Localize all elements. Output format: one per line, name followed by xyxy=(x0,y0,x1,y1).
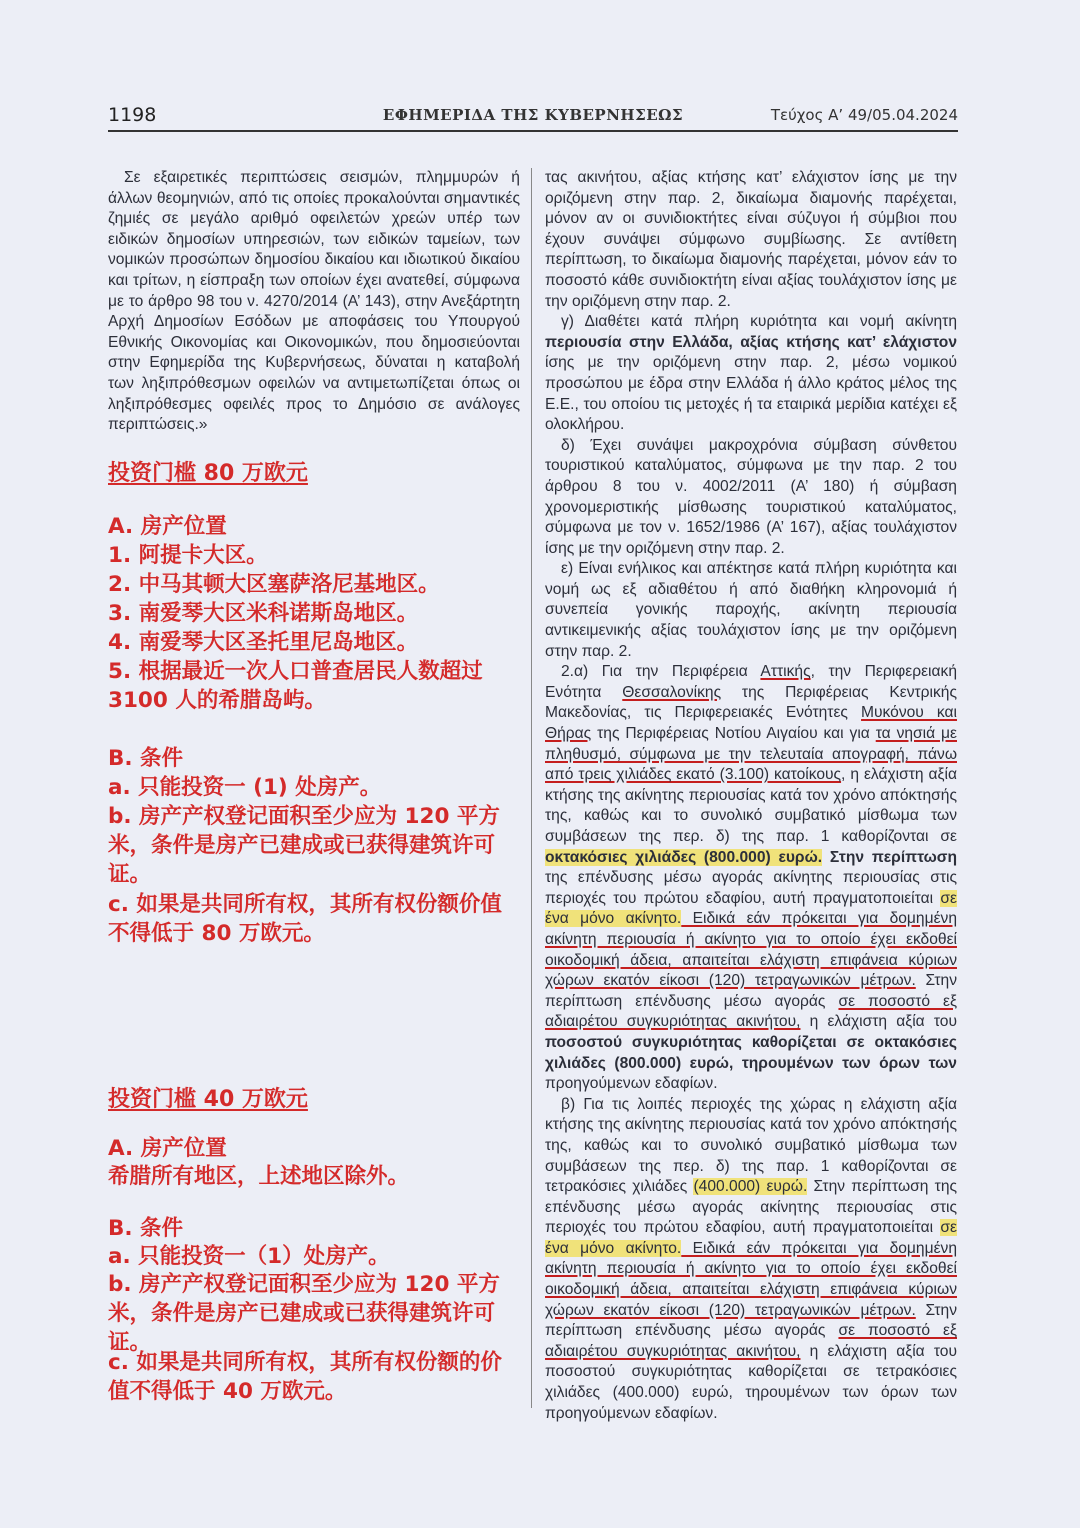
cn-400k-title: 投资门槛 40 万欧元 xyxy=(108,1087,308,1112)
cn-800k-location-item: 1. 阿提卡大区。 xyxy=(108,543,268,568)
cn-800k-location-item: 4. 南爱琴大区圣托里尼岛地区。 xyxy=(108,630,419,655)
underlined-min-area-2: Ειδικά εάν πρόκειται για δομημένη ακίνητη περιουσία ή ακίνητο για το οποίο έχει εκδοθεί οικοδομική άδεια, απαιτείται ελάχιστη επιφάνεια κύριων χώρων εκατόν είκοσι (120) τετραγωνικών μέτρων. xyxy=(545,1239,957,1319)
cn-800k-location-item: 5. 根据最近一次人口普查居民人数超过 3100 人的希腊岛屿。 xyxy=(108,659,483,713)
paragraph-2b: β) Για τις λοιπές περιοχές της χώρας η ελάχιστη αξία κτήσης της ακίνητης περιουσίας κατά τον χρόνο απόκτησής της, καθώς και το συνολικό συμβατικό μίσθωμα των συμβάσεων της περ. δ) της παρ. 1 καθορίζονται σε τετρακόσιες χιλιάδες (400.000) ευρώ. Στην περίπτωση της επένδυσης μέσω αγοράς ακίνητης περιουσίας στις περιοχές του πρώτου εδαφίου, αυτή πραγματοποιείται σε ένα μόνο ακίνητο. Ειδικά εάν πρόκειται για δομημένη ακίνητη περιουσία ή ακίνητο για το οποίο έχει εκδοθεί οικοδομική άδεια, απαιτείται ελάχιστη επιφάνεια κύριων χώρων εκατόν είκοσι (120) τετραγωνικών μέτρων. Στην περίπτωση επένδυσης μέσω αγοράς σε ποσοστό εξ αδιαιρέτου συγκυριότητας ακινήτου, η ελάχιστη αξία του ποσοστού συγκυριότητας καθορίζεται σε τετρακόσιες χιλιάδες (400.000) ευρώ, τηρουμένων των όρων των προηγούμενων εδαφίων. xyxy=(545,1095,958,1422)
cn-800k-location-item: 2. 中马其顿大区塞萨洛尼基地区。 xyxy=(108,572,440,597)
page-number: 1198 xyxy=(108,104,157,126)
paragraph-delta: δ) Έχει συνάψει μακροχρόνια σύμβαση σύνθετου τουριστικού καταλύματος, σύμφωνα με την παρ. 2 του άρθρου 8 του ν. 4002/2011 (Α’ 180) ή σύμβαση χρονομεριστικής μίσθωσης τουριστικού καταλύματος, σύμφωνα με τον ν. 1652/1986 (Α’ 167), αξίας τουλάχιστον ίσης με την οριζόμενη στην παρ. 2. xyxy=(545,436,957,557)
header-rule xyxy=(108,130,958,132)
page-header xyxy=(108,104,958,128)
paragraph-epsilon: ε) Είναι ενήλικος και απέκτησε κατά πλήρη κυριότητα και νομή ως εξ αδιαθέτου ή από διαθήκη κληρονομιά ή συνεπεία γονικής παροχής, ακίνητη περιουσία αντικειμενικής αξίας τουλάχιστον ίσης με την οριζόμενη στην παρ. 2. xyxy=(545,560,957,660)
underlined-attica: Αττικής xyxy=(760,663,811,681)
cn-800k-conditions-heading: B. 条件 xyxy=(108,746,184,771)
paragraph-2a: 2.α) Για την Περιφέρεια Αττικής, την Περιφερειακή Ενότητα Θεσσαλονίκης της Περιφέρειας Κεντρικής Μακεδονίας, τις Περιφερειακές Ενότητες Μυκόνου και Θήρας της Περιφέρειας Νοτίου Αιγαίου και για τα νησιά με πληθυσμό, σύμφωνα με την τελευταία απογραφή, πάνω από τρεις χιλιάδες εκατό (3.100) κατοίκους, η ελάχιστη αξία κτήσης της ακίνητης περιουσίας κατά τον χρόνο απόκτησής της, καθώς και το συνολικό συμβατικό μίσθωμα των συμβάσεων της περ. δ) της παρ. 1 καθορίζονται σε οκτακόσιες χιλιάδες (800.000) ευρώ. Στην περίπτωση της επένδυσης μέσω αγοράς ακίνητης περιουσίας στις περιοχές του πρώτου εδαφίου, αυτή πραγματοποιείται σε ένα μόνο ακίνητο. Ειδικά εάν πρόκειται για δομημένη ακίνητη περιουσία ή ακίνητο για το οποίο έχει εκδοθεί οικοδομική άδεια, απαιτείται ελάχιστη επιφάνεια κύριων χώρων εκατόν είκοσι (120) τετραγωνικών μέτρων. Στην περίπτωση επένδυσης μέσω αγοράς σε ποσοστό εξ αδιαιρέτου συγκυριότητας ακινήτου, η ελάχιστη αξία του ποσοστού συγκυριότητας καθορίζεται σε οκτακόσιες χιλιάδες (800.000) ευρώ, τηρουμένων των όρων των προηγούμενων εδαφίων. xyxy=(545,663,958,1093)
right-column xyxy=(545,168,957,1424)
underlined-co-ownership-2: σε ποσοστό εξ αδιαιρέτου συγκυριότητας ακινήτου, xyxy=(545,1322,957,1360)
cn-400k-location-text: 希腊所有地区，上述地区除外。 xyxy=(108,1164,410,1189)
cn-400k-condition: a. 只能投资一（1）处房产。 xyxy=(108,1244,390,1269)
cn-400k-condition: b. 房产产权登记面积至少应为 120 平方米，条件是房产已建成或已获得建筑许可证。 xyxy=(108,1272,500,1355)
cn-400k-conditions-heading: B. 条件 xyxy=(108,1216,184,1241)
cn-800k-condition: a. 只能投资一 (1) 处房产。 xyxy=(108,775,382,800)
highlight-single-property-2: σε ένα μόνο ακίνητο. xyxy=(545,1219,957,1257)
cn-800k-condition: b. 房产产权登记面积至少应为 120 平方米，条件是房产已建成或已获得建筑许可证。 xyxy=(108,804,500,887)
journal-title: ΕΦΗΜΕΡΙΔΑ ΤΗΣ ΚΥΒΕΡΝΗΣΕΩΣ xyxy=(382,106,684,124)
cn-400k-location-heading: A. 房产位置 xyxy=(108,1136,227,1161)
paragraph-gamma: γ) Διαθέτει κατά πλήρη κυριότητα και νομή ακίνητη περιουσία στην Ελλάδα, αξίας κτήσης κατ’ ελάχιστον ίσης με την οριζόμενη στην παρ. 2, μέσω νομικού προσώπου με έδρα στην Ελλάδα ή άλλο κράτος μέλος της Ε.Ε., του οποίου τις μετοχές ή τα εταιρικά μερίδια κατέχει εξ ολοκλήρου. xyxy=(545,313,957,434)
underlined-co-ownership: σε ποσοστό εξ αδιαιρέτου συγκυριότητας ακινήτου, xyxy=(545,992,957,1031)
cn-400k-condition: c. 如果是共同所有权，其所有权份额的价值不得低于 40 万欧元。 xyxy=(108,1350,502,1404)
underlined-thessaloniki: Θεσσαλονίκης xyxy=(622,683,722,701)
highlight-single-property: σε ένα μόνο ακίνητο. xyxy=(545,889,957,928)
underlined-min-area: Ειδικά εάν πρόκειται για δομημένη ακίνητη περιουσία ή ακίνητο για το οποίο έχει εκδοθεί οικοδομική άδεια, απαιτείται ελάχιστη επιφάνεια κύριων χώρων εκατόν είκοσι (120) τετραγωνικών μέτρων. xyxy=(545,910,957,990)
right-paragraph-continuation: τας ακινήτου, αξίας κτήσης κατ’ ελάχιστον ίσης με την οριζόμενη στην παρ. 2, δικαίωμα διαμονής παρέχεται, μόνον αν οι συνιδιοκτήτες είναι σύζυγοι ή σύμβιοι που έχουν συνάψει σύμφωνο συμβίωσης. Σε αντίθετη περίπτωση, το δικαίωμα διαμονής παρέχεται, μόνον εάν το ποσοστό κάθε συνιδιοκτήτη είναι αξίας τουλάχιστον ίσης με την οριζόμενη στην παρ. 2. xyxy=(545,169,957,310)
cn-800k-location-heading: A. 房产位置 xyxy=(108,514,227,539)
underlined-islands: τα νησιά με πληθυσμό, σύμφωνα με την τελευταία απογραφή, πάνω από τρεις χιλιάδες εκατό (3.100) κατοίκους xyxy=(545,725,957,784)
column-divider xyxy=(531,168,532,1408)
left-greek-paragraph: Σε εξαιρετικές περιπτώσεις σεισμών, πλημμυρών ή άλλων θεομηνιών, από τις οποίες προκαλούνται σημαντικές ζημιές σε μεγάλο αριθμό οφειλετών χρεών υπέρ των ειδικών δημοσίων υπηρεσιών, των ειδικών ταμείων, των νομικών προσώπων δημοσίου δικαίου και ιδιωτικού δικαίου και τρίτων, η είσπραξη των οποίων έχει ανατεθεί, σύμφωνα με το άρθρο 98 του ν. 4270/2014 (Α’ 143), στην Ανεξάρτητη Αρχή Δημοσίων Εσόδων με αποφάσεις του Υπουργού Εθνικής Οικονομίας και Οικονομικών, που δημοσιεύονται στην Εφημερίδα της Κυβερνήσεως, δύναται η καταβολή των ληξιπρόθεσμων οφειλών να αντιμετωπίζεται όπως οι ληξιπρόθεσμες οφειλές προς το Δημόσιο σε ανάλογες περιπτώσεις.» xyxy=(108,169,520,434)
highlight-400k: (400.000) ευρώ. xyxy=(693,1178,808,1196)
highlight-800k: οκτακόσιες χιλιάδες (800.000) ευρώ. xyxy=(545,848,823,866)
cn-800k-condition: c. 如果是共同所有权，其所有权份额价值不得低于 80 万欧元。 xyxy=(108,892,502,946)
cn-800k-title: 投资门槛 80 万欧元 xyxy=(108,461,308,486)
issue-number: Τεύχος Α’ 49/05.04.2024 xyxy=(770,106,958,124)
cn-800k-location-item: 3. 南爱琴大区米科诺斯岛地区。 xyxy=(108,601,419,626)
underlined-mykonos-thira: Μυκόνου και Θήρας xyxy=(545,704,958,743)
